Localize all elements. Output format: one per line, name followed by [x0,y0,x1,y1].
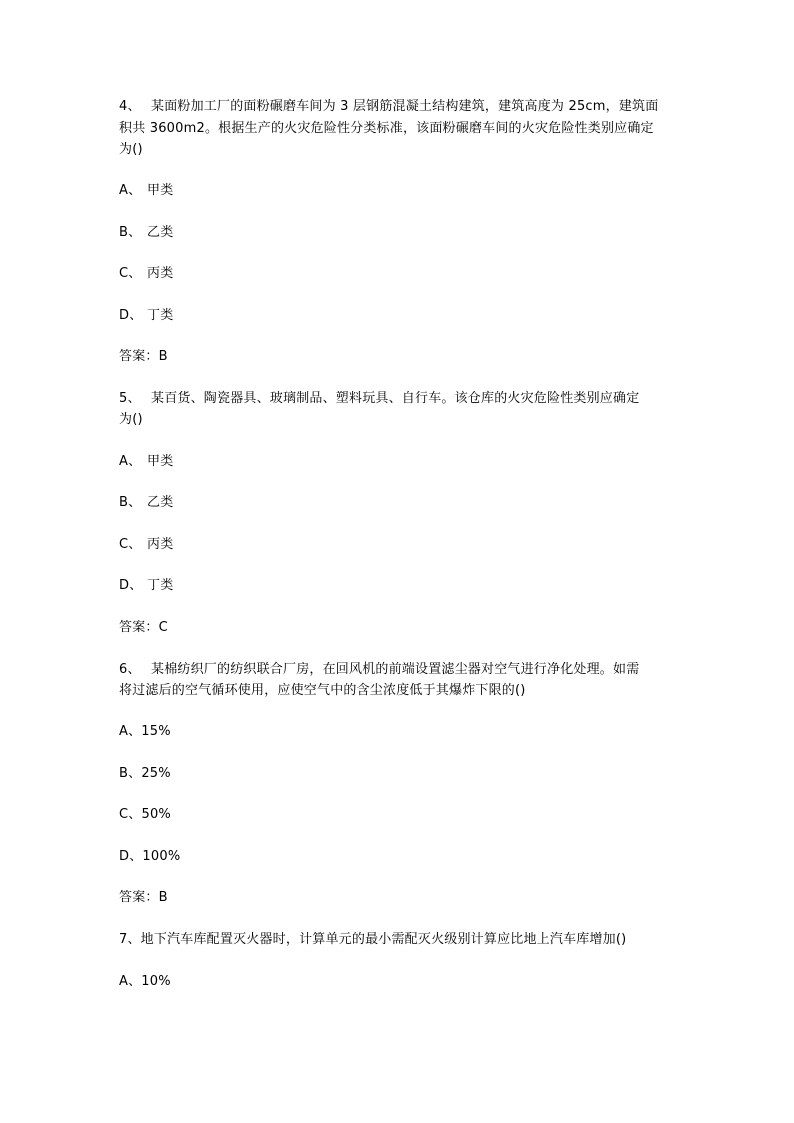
question-4-stem-text: 某面粉加工厂的面粉碾磨车间为 3 层钢筋混凝土结构建筑，建筑高度为 25cm，建筑面 [151,99,659,114]
question-7-stem-line-1: 7、地下汽车库配置灭火器时，计算单元的最小需配灭火级别计算应比地上汽车库增加() [119,932,627,947]
question-5-number: 5、 [119,391,141,406]
question-6-option-b: B、25% [119,766,171,781]
question-5-stem-line-1 [119,389,679,409]
question-4-option-c: C、 丙类 [119,266,174,281]
question-6-number: 6、 [119,662,141,677]
question-5-option-c: C、 丙类 [119,537,174,552]
question-5-answer: 答案：C [119,620,168,635]
question-5-stem-text: 某百货、陶瓷器具、玻璃制品、塑料玩具、自行车。该仓库的火灾危险性类别应确定 [151,391,640,406]
question-6-option-d: D、100% [119,849,181,864]
question-4-number: 4、 [119,99,141,114]
question-4-option-b: B、 乙类 [119,225,174,240]
question-4-option-d: D、 丁类 [119,308,174,323]
question-7-option-a: A、10% [119,974,171,989]
question-6-option-a: A、15% [119,724,171,739]
question-6-stem-line-1 [119,660,679,680]
question-4-answer: 答案：B [119,349,168,364]
question-4-stem-line-1 [119,97,679,117]
question-5-option-d: D、 丁类 [119,578,174,593]
question-6-stem-line-2: 将过滤后的空气循环使用，应使空气中的含尘浓度低于其爆炸下限的() [119,683,526,698]
question-6-answer: 答案：B [119,890,168,905]
question-6-option-c: C、50% [119,807,171,822]
question-5-option-a: A、 甲类 [119,454,174,469]
question-5-stem-line-2: 为() [119,412,143,427]
question-4-option-a: A、 甲类 [119,183,174,198]
question-4-stem-line-2: 积共 3600m2。根据生产的火灾危险性分类标准，该面粉碾磨车间的火灾危险性类别应确定 [119,121,654,136]
question-5-option-b: B、 乙类 [119,495,174,510]
question-6-stem-text: 某棉纺织厂的纺织联合厂房，在回风机的前端设置滤尘器对空气进行净化处理。如需 [151,662,640,677]
question-4-stem-line-3: 为() [119,142,143,157]
